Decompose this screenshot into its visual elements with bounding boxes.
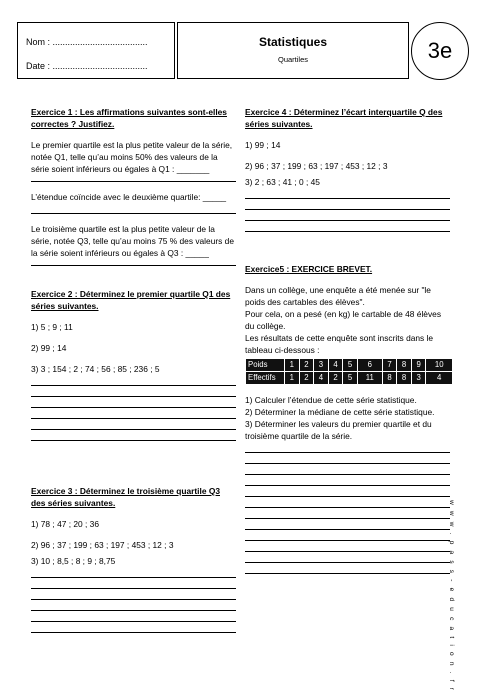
exercise-2-item-1: 1) 5 ; 9 ; 11 [31,322,73,332]
exercise-5-question-3: 3) Déterminer les valeurs du premier quartile et du troisième quartile de la série. [245,419,432,441]
exercise-5-text-3: Les résultats de cette enquête sont inscrits dans le tableau ci-dessous : [245,333,434,355]
table-cell: 3 [314,359,329,372]
table-cell: 9 [411,359,426,372]
exercise-4-title: Exercice 4 : Déterminez l’écart interquartile Q des séries suivantes. [245,107,443,129]
left-column [31,106,236,633]
table-cell: 8 [397,359,412,372]
table-cell: 4 [426,372,453,385]
exercise-5-question-1: 1) Calculer l’étendue de cette série statistique. [245,395,417,405]
exercise-1-statement-3: Le troisième quartile est la plus petite valeur de la série, notée Q3, telle qu’au moins 75 % des valeurs de la série soient inférieurs ou égales à Q3 : _____ [31,224,234,258]
exercise-3-item-2: 2) 96 ; 37 ; 199 ; 63 ; 197 ; 453 ; 12 ; 3 [31,540,174,550]
page-title: Statistiques [258,35,327,49]
exercise-4-item-3: 3) 2 ; 63 ; 41 ; 0 ; 45 [245,177,320,187]
exercise-1-statement-1: Le premier quartile est la plus petite valeur de la série, notée Q1, telle qu’au moins 50% des valeurs de la série soient inférieurs ou égales à Q1 : _______ [31,140,233,174]
table-row [246,372,453,385]
page-subtitle: Quartiles [277,55,308,64]
answer-line[interactable] [245,452,450,453]
exercise-5-text-2: Pour cela, on a pesé (en kg) le cartable de 48 élèves du collège. [245,309,442,331]
answer-line[interactable] [31,588,236,589]
answer-line[interactable] [245,540,450,541]
answer-line[interactable] [245,220,450,221]
table-row [246,359,453,372]
answer-line[interactable] [31,610,236,611]
exercise-3-item-3: 3) 10 ; 8,5 ; 8 ; 9 ; 8,75 [31,556,116,566]
table-cell: 3 [411,372,426,385]
answer-line[interactable] [31,632,236,633]
answer-line[interactable] [245,463,450,464]
right-column [245,106,450,574]
table-cell: 5 [343,372,358,385]
exercise-3-title: Exercice 3 : Déterminez le troisième quartile Q3 des séries suivantes. [31,486,220,508]
student-info-box [17,22,175,79]
answer-line[interactable] [245,474,450,475]
title-box [177,22,409,79]
answer-line[interactable] [245,496,450,497]
table-cell: 2 [328,372,343,385]
table-cell: 4 [328,359,343,372]
exercise-5-intro: Dans un collège, une enquête a été menée sur "le poids des cartables des élèves". [245,285,431,307]
table-cell: 5 [343,359,358,372]
website-watermark: w w w . p a s s - e d u c a t i o n . f r [448,500,455,692]
answer-line[interactable] [31,396,236,397]
name-field[interactable]: Nom : ...................................... [26,37,148,47]
answer-line[interactable] [245,507,450,508]
answer-line[interactable] [31,418,236,419]
data-table [245,358,453,385]
exercise-2-item-2: 2) 99 ; 14 [31,343,67,353]
answer-line[interactable] [245,529,450,530]
date-field[interactable]: Date : ...................................... [26,61,148,71]
exercise-1-title: Exercice 1 : Les affirmations suivantes sont-elles correctes ? Justifiez. [31,107,227,129]
answer-line[interactable] [31,577,236,578]
exercise-5-question-2: 2) Déterminer la médiane de cette série statistique. [245,407,435,417]
answer-line[interactable] [245,209,450,210]
answer-line[interactable] [31,385,236,386]
exercise-4-item-2: 2) 96 ; 37 ; 199 ; 63 ; 197 ; 453 ; 12 ; 3 [245,161,388,171]
exercise-3-item-1: 1) 78 ; 47 ; 20 ; 36 [31,519,99,529]
answer-line[interactable] [245,485,450,486]
exercise-1-statement-2: L’étendue coïncide avec le deuxième quartile: _____ [31,192,227,202]
table-cell: 11 [357,372,382,385]
exercise-2-title: Exercice 2 : Déterminez le premier quartile Q1 des séries suivantes. [31,289,231,311]
table-cell: 6 [357,359,382,372]
table-cell: 2 [299,359,314,372]
answer-line[interactable] [245,198,450,199]
answer-line[interactable] [245,518,450,519]
level-badge: 3e [411,22,469,80]
answer-line[interactable] [31,621,236,622]
row-label-poids: Poids [246,359,285,372]
table-cell: 2 [299,372,314,385]
table-cell: 7 [382,359,397,372]
row-label-effectifs: Effectifs [246,372,285,385]
answer-line[interactable] [31,429,236,430]
table-cell: 4 [314,372,329,385]
answer-line[interactable] [31,599,236,600]
table-cell: 1 [285,359,300,372]
exercise-5-title: Exercice5 : EXERCICE BREVET. [245,264,373,274]
exercise-4-item-1: 1) 99 ; 14 [245,140,281,150]
answer-line[interactable] [245,573,450,574]
answer-line[interactable] [245,562,450,563]
answer-line[interactable] [245,551,450,552]
table-cell: 8 [382,372,397,385]
answer-line[interactable] [31,407,236,408]
table-cell: 1 [285,372,300,385]
table-cell: 10 [426,359,453,372]
exercise-2-item-3: 3) 3 ; 154 ; 2 ; 74 ; 56 ; 85 ; 236 ; 5 [31,364,160,374]
table-cell: 8 [397,372,412,385]
